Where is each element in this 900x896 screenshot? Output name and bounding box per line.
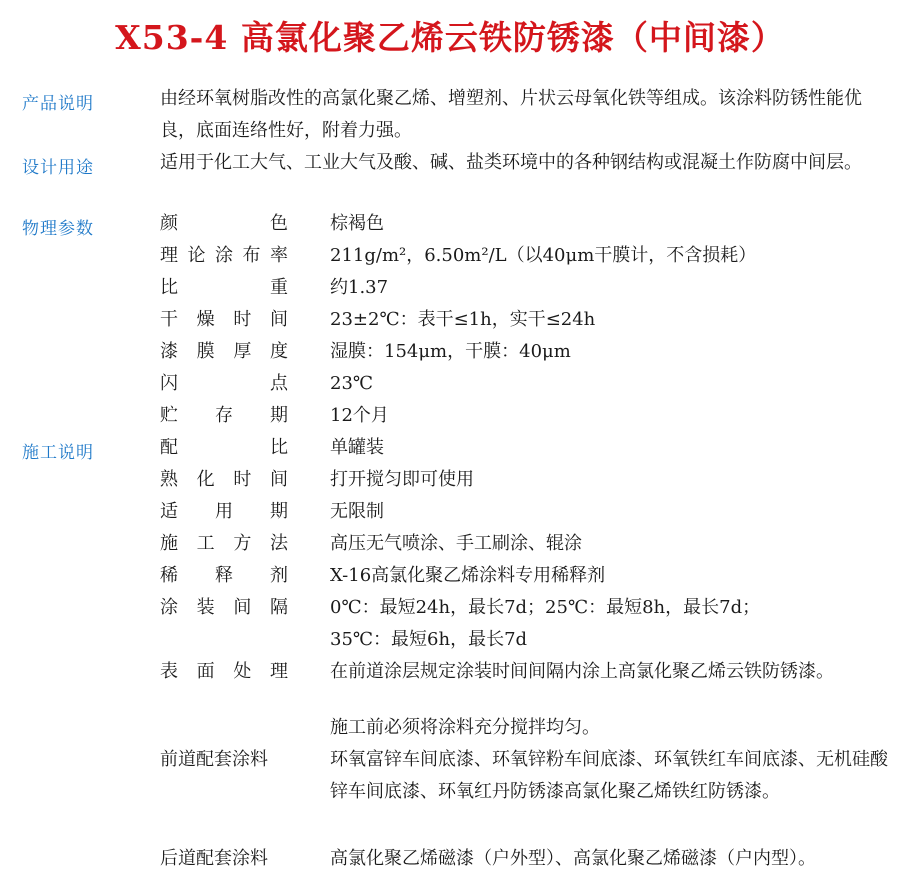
param-label-mix-ratio: 配比 — [160, 437, 288, 458]
param-label-flash-point: 闪点 — [160, 373, 288, 394]
param-label-color: 颜色 — [160, 213, 288, 234]
section-label-usage: 设计用途 — [22, 158, 94, 178]
param-value-flash-point: 23℃ — [330, 373, 374, 394]
param-value-pot-life: 无限制 — [330, 501, 384, 522]
param-value-coverage: 211g/m²，6.50m²/L（以40μm干膜计，不含损耗） — [330, 245, 757, 266]
section-label-physical: 物理参数 — [22, 219, 94, 239]
param-label-coverage: 理论涂布率 — [160, 245, 288, 266]
param-value-induction-time: 打开搅匀即可使用 — [330, 469, 474, 490]
param-label-induction-time: 熟化时间 — [160, 469, 288, 490]
param-label-pot-life: 适用期 — [160, 501, 288, 522]
param-value-thinner: X-16高氯化聚乙烯涂料专用稀释剂 — [330, 565, 606, 586]
product-description: 由经环氧树脂改性的高氯化聚乙烯、增塑剂、片状云母氧化铁等组成。该涂料防锈性能优良，底面连络性好，附着力强。 — [160, 88, 862, 141]
param-label-primer: 前道配套涂料 — [160, 749, 268, 770]
document-title: X53-4 高氯化聚乙烯云铁防锈漆（中间漆） — [115, 18, 785, 57]
param-value-method: 高压无气喷涂、手工刷涂、辊涂 — [330, 533, 582, 554]
param-value-film-thickness: 湿膜：154μm，干膜：40μm — [330, 341, 571, 362]
param-label-topcoat: 后道配套涂料 — [160, 848, 268, 869]
param-label-storage: 贮存期 — [160, 405, 288, 426]
section-label-application: 施工说明 — [22, 443, 94, 463]
param-value-storage: 12个月 — [330, 405, 389, 426]
param-value-recoat-interval: 0℃：最短24h，最长7d；25℃：最短8h，最长7d；35℃：最短6h，最长7d — [330, 597, 761, 650]
param-value-surface-prep: 在前道涂层规定涂装时间间隔内涂上高氯化聚乙烯云铁防锈漆。 — [330, 661, 834, 682]
param-label-thinner: 稀释剂 — [160, 565, 288, 586]
param-value-primer: 环氧富锌车间底漆、环氧锌粉车间底漆、环氧铁红车间底漆、无机硅酸锌车间底漆、环氧红丹防锈漆高氯化聚乙烯铁红防锈漆。 — [330, 749, 888, 802]
param-label-film-thickness: 漆膜厚度 — [160, 341, 288, 362]
section-label-product: 产品说明 — [22, 94, 94, 114]
param-label-density: 比重 — [160, 277, 288, 298]
param-label-surface-prep: 表面处理 — [160, 661, 288, 682]
param-value-color: 棕褐色 — [330, 213, 384, 234]
param-note-surface-prep: 施工前必须将涂料充分搅拌均匀。 — [330, 717, 600, 738]
param-value-density: 约1.37 — [330, 277, 389, 298]
param-label-drying-time: 干燥时间 — [160, 309, 288, 330]
param-label-method: 施工方法 — [160, 533, 288, 554]
param-value-mix-ratio: 单罐装 — [330, 437, 384, 458]
param-value-topcoat: 高氯化聚乙烯磁漆（户外型）、高氯化聚乙烯磁漆（户内型）。 — [330, 848, 816, 869]
usage-description: 适用于化工大气、工业大气及酸、碱、盐类环境中的各种钢结构或混凝土作防腐中间层。 — [160, 152, 862, 173]
param-value-drying-time: 23±2℃：表干≤1h，实干≤24h — [330, 309, 596, 330]
param-label-recoat-interval: 涂装间隔 — [160, 597, 288, 618]
